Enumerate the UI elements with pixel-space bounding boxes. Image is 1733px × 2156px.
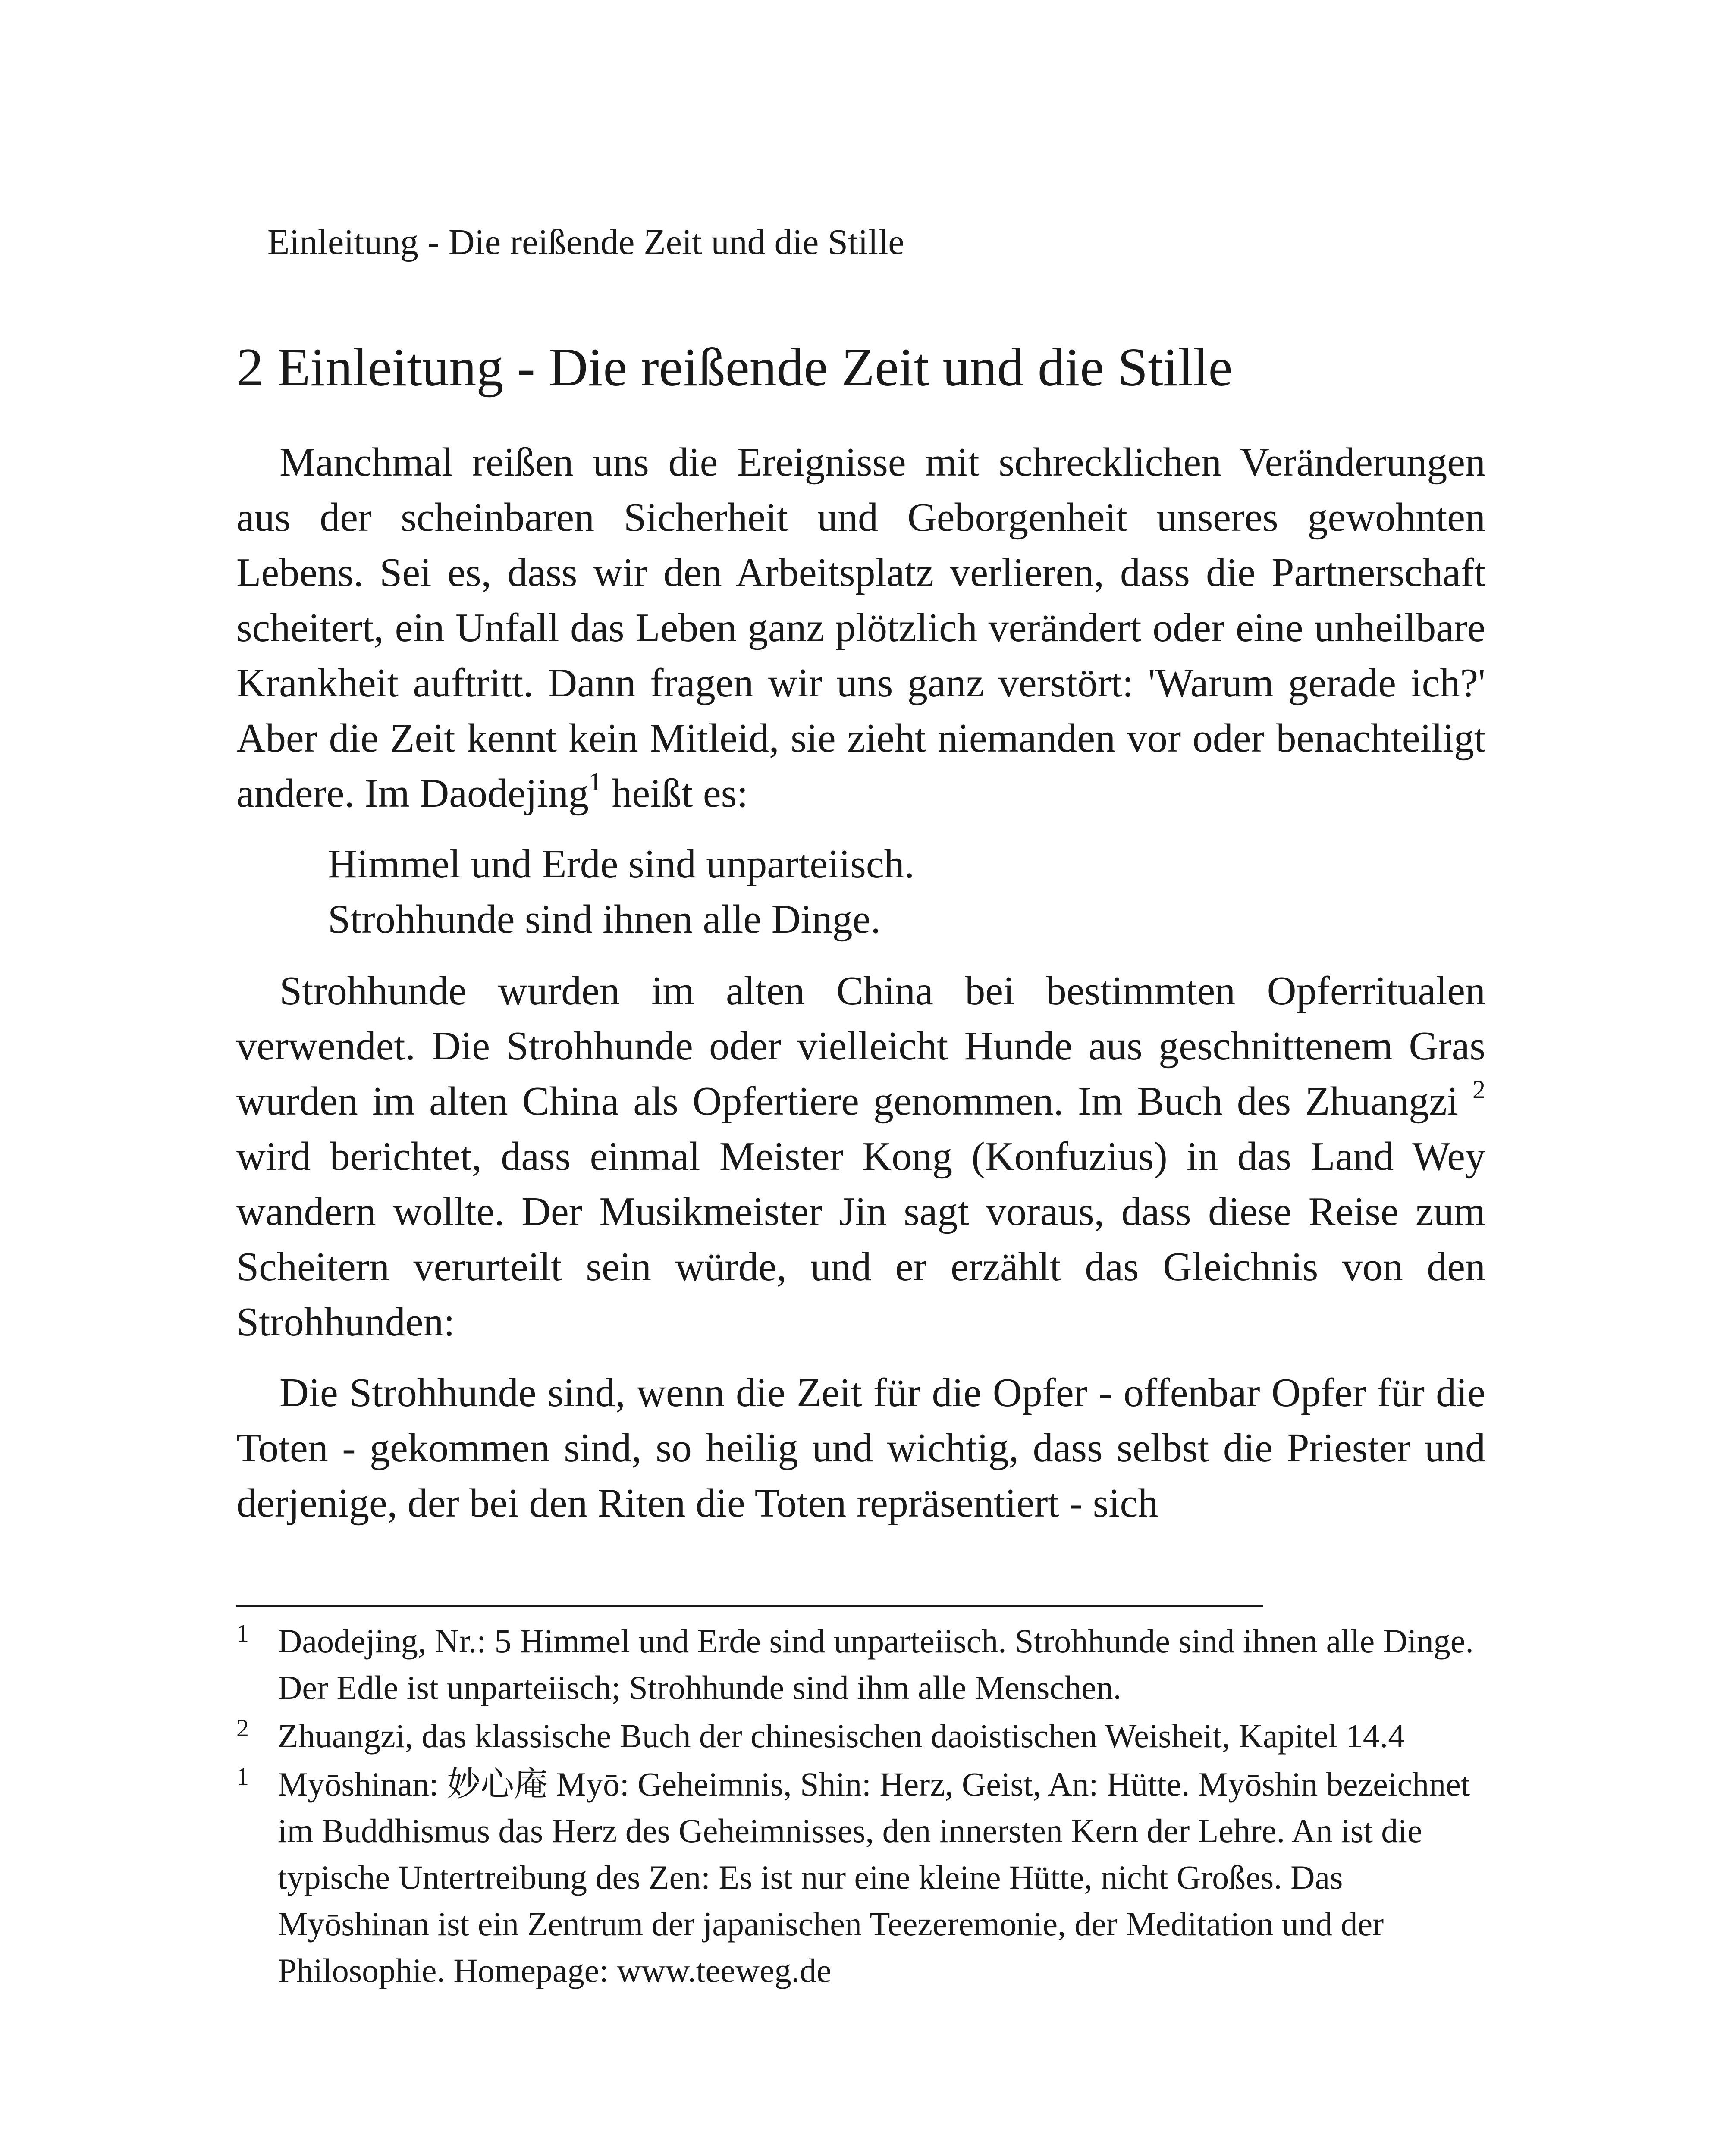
running-head: Einleitung - Die reißende Zeit und die Stille [267, 222, 904, 262]
paragraph-3 [236, 1365, 1485, 1531]
footnote-mark: 2 [236, 1714, 249, 1742]
paragraph-2-text-after: wird berichtet, dass einmal Meister Kong (Konfuzius) in das Land Wey wandern wollte. Der Musikmeister Jin sagt voraus, dass diese Reise zum Scheitern verurteilt sein würde, und er erzählt das Gleichnis von den Strohhunden: [236, 1134, 1485, 1344]
paragraph-2-text-before: Strohhunde wurden im alten China bei bestimmten Opferritualen verwendet. Die Strohhunde oder vielleicht Hunde aus geschnittenem Gras wurden im alten China als Opfertiere genommen. Im Buch des Zhuangzi [236, 968, 1485, 1124]
paragraph-1-text: Manchmal reißen uns die Ereignisse mit schrecklichen Veränderungen aus der scheinbaren Sicherheit und Geborgenheit unseres gewohnten Lebens. Sei es, dass wir den Arbeitsplatz verlieren, dass die Partnerschaft scheitert, ein Unfall das Leben ganz plötzlich verändert oder eine unheilbare Krankheit auftritt. Dann fragen wir uns ganz verstört: 'Warum gerade ich?' Aber die Zeit kennt kein Mitleid, sie zieht niemanden vor oder benachteiligt andere. Im Daodejing [236, 440, 1485, 816]
footnote-item [236, 1713, 1500, 1759]
footnote-divider [236, 1605, 1263, 1607]
footnote-item [236, 1761, 1500, 1994]
paragraph-2 [236, 963, 1485, 1350]
quote-line-1: Himmel und Erde sind unparteiisch. [328, 842, 915, 887]
footnote-item [236, 1618, 1500, 1711]
footnote-ref-2: 2 [1472, 1075, 1485, 1104]
paragraph-3-text: Die Strohhunde sind, wenn die Zeit für die Opfer - offenbar Opfer für die Toten - gekommen sind, so heilig und wichtig, dass selbst die Priester und derjenige, der bei den Riten die Toten repräsentiert - sich [236, 1370, 1485, 1526]
footnote-text: Daodejing, Nr.: 5 Himmel und Erde sind unparteiisch. Strohhunde sind ihnen alle Dinge. Der Edle ist unparteiisch; Strohhunde sind ihm alle Menschen. [278, 1622, 1474, 1706]
main-text [236, 435, 1485, 1546]
chapter-title: 2 Einleitung - Die reißende Zeit und die Stille [236, 338, 1233, 398]
footnote-text: Myōshinan: 妙心庵 Myō: Geheimnis, Shin: Herz, Geist, An: Hütte. Myōshin bezeichnet im Buddhismus das Herz des Geheimnisses, den innersten Kern der Lehre. An ist die typische Untertreibung des Zen: Es ist nur eine kleine Hütte, nicht Großes. Das Myōshinan ist ein Zentrum der japanischen Teezeremonie, der Meditation und der Philosophie. Homepage: www.teeweg.de [278, 1765, 1470, 1989]
footnote-mark: 1 [236, 1762, 249, 1790]
paragraph-1 [236, 435, 1485, 821]
quote-line-2: Strohhunde sind ihnen alle Dinge. [328, 897, 881, 942]
paragraph-1-tail: heißt es: [612, 771, 748, 816]
footnote-text: Zhuangzi, das klassische Buch der chinesischen daoistischen Weisheit, Kapitel 14.4 [278, 1717, 1405, 1755]
footnote-mark: 1 [236, 1619, 249, 1647]
footnotes [236, 1618, 1500, 1996]
footnote-ref-1: 1 [588, 768, 602, 796]
block-quote [328, 837, 1485, 947]
